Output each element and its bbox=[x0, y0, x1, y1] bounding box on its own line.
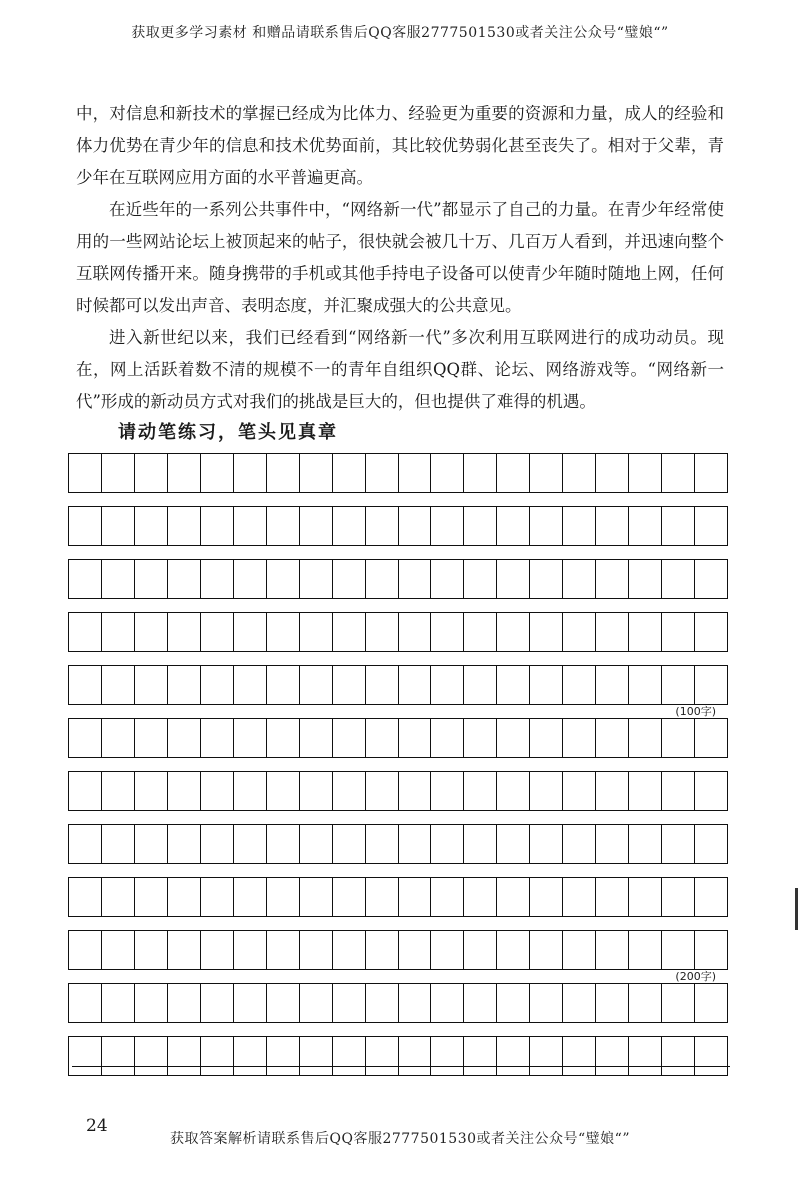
writing-cell[interactable] bbox=[201, 1037, 234, 1075]
writing-cell[interactable] bbox=[168, 507, 201, 545]
grid-row bbox=[68, 930, 728, 983]
writing-cell[interactable] bbox=[333, 825, 366, 863]
writing-cell[interactable] bbox=[497, 878, 530, 916]
writing-cell[interactable] bbox=[201, 984, 234, 1022]
writing-cell[interactable] bbox=[530, 984, 563, 1022]
writing-cell[interactable] bbox=[300, 772, 333, 810]
writing-cell[interactable] bbox=[69, 878, 102, 916]
writing-cell[interactable] bbox=[69, 825, 102, 863]
writing-cell[interactable] bbox=[399, 1037, 432, 1075]
writing-cell[interactable] bbox=[69, 613, 102, 651]
writing-cell[interactable] bbox=[431, 560, 464, 598]
writing-cell[interactable] bbox=[102, 613, 135, 651]
writing-cell[interactable] bbox=[300, 878, 333, 916]
writing-cell[interactable] bbox=[366, 666, 399, 704]
writing-cell[interactable] bbox=[464, 454, 497, 492]
grid-row bbox=[68, 983, 728, 1023]
writing-cell[interactable] bbox=[201, 825, 234, 863]
writing-cell[interactable] bbox=[530, 454, 563, 492]
writing-cell[interactable] bbox=[596, 560, 629, 598]
writing-cell[interactable] bbox=[234, 560, 267, 598]
writing-cell[interactable] bbox=[69, 772, 102, 810]
writing-cell[interactable] bbox=[695, 560, 728, 598]
writing-cell[interactable] bbox=[300, 931, 333, 969]
writing-cell[interactable] bbox=[168, 613, 201, 651]
writing-cell[interactable] bbox=[431, 613, 464, 651]
writing-cell[interactable] bbox=[135, 878, 168, 916]
writing-cell[interactable] bbox=[267, 825, 300, 863]
writing-cell[interactable] bbox=[102, 825, 135, 863]
writing-cell[interactable] bbox=[563, 984, 596, 1022]
paragraph: 在近些年的一系列公共事件中，“网络新一代”都显示了自己的力量。在青少年经常使用的一些网站论坛上被顶起来的帖子，很快就会被几十万、几百万人看到，并迅速向整个互联网传播开来。随身携带的手机或其他手持电子设备可以使青少年随时随地上网，任何时候都可以发出声音、表明态度，并汇聚成强大的公共意见。 bbox=[76, 200, 724, 315]
writing-cell[interactable] bbox=[530, 931, 563, 969]
grid-row bbox=[68, 559, 728, 599]
writing-cell[interactable] bbox=[333, 878, 366, 916]
writing-cell[interactable] bbox=[300, 613, 333, 651]
writing-cell[interactable] bbox=[596, 507, 629, 545]
writing-cell[interactable] bbox=[267, 1037, 300, 1075]
writing-cell[interactable] bbox=[102, 454, 135, 492]
writing-cell[interactable] bbox=[464, 931, 497, 969]
bottom-rule bbox=[72, 1066, 730, 1067]
writing-cell[interactable] bbox=[168, 1037, 201, 1075]
writing-cell[interactable] bbox=[333, 507, 366, 545]
writing-cell[interactable] bbox=[168, 878, 201, 916]
grid-row bbox=[68, 1036, 728, 1076]
writing-cell[interactable] bbox=[366, 507, 399, 545]
writing-cell[interactable] bbox=[366, 772, 399, 810]
writing-cell[interactable] bbox=[464, 1037, 497, 1075]
writing-cell[interactable] bbox=[135, 931, 168, 969]
writing-cell[interactable] bbox=[629, 878, 662, 916]
writing-cell[interactable] bbox=[234, 1037, 267, 1075]
writing-cell[interactable] bbox=[168, 454, 201, 492]
writing-cell[interactable] bbox=[662, 878, 695, 916]
writing-cell[interactable] bbox=[102, 772, 135, 810]
writing-cell[interactable] bbox=[431, 1037, 464, 1075]
writing-cell[interactable] bbox=[464, 560, 497, 598]
writing-cell[interactable] bbox=[366, 613, 399, 651]
writing-cell[interactable] bbox=[497, 931, 530, 969]
writing-cell[interactable] bbox=[234, 984, 267, 1022]
writing-cell[interactable] bbox=[530, 507, 563, 545]
writing-cell[interactable] bbox=[300, 507, 333, 545]
writing-cell[interactable] bbox=[629, 931, 662, 969]
writing-cell[interactable] bbox=[399, 719, 432, 757]
writing-cell[interactable] bbox=[530, 666, 563, 704]
writing-cell[interactable] bbox=[168, 560, 201, 598]
writing-cell[interactable] bbox=[530, 1037, 563, 1075]
paragraph: 进入新世纪以来，我们已经看到“网络新一代”多次利用互联网进行的成功动员。现在，网上活跃着数不清的规模不一的青年自组织QQ群、论坛、网络游戏等。“网络新一代”形成的新动员方式对我们的挑战是巨大的，但也提供了难得的机遇。 bbox=[76, 328, 724, 411]
writing-cell[interactable] bbox=[267, 507, 300, 545]
writing-cell[interactable] bbox=[662, 560, 695, 598]
writing-cell[interactable] bbox=[629, 825, 662, 863]
writing-cell[interactable] bbox=[168, 719, 201, 757]
writing-cell[interactable] bbox=[662, 984, 695, 1022]
writing-cell[interactable] bbox=[399, 772, 432, 810]
writing-cell[interactable] bbox=[267, 878, 300, 916]
page-number: 24 bbox=[86, 1116, 108, 1136]
writing-cell[interactable] bbox=[596, 772, 629, 810]
writing-cell[interactable] bbox=[497, 1037, 530, 1075]
writing-cell[interactable] bbox=[333, 1037, 366, 1075]
writing-cell[interactable] bbox=[168, 825, 201, 863]
grid-row bbox=[68, 824, 728, 864]
writing-cell[interactable] bbox=[497, 825, 530, 863]
writing-cell[interactable] bbox=[300, 719, 333, 757]
writing-cell[interactable] bbox=[300, 560, 333, 598]
writing-cell[interactable] bbox=[135, 772, 168, 810]
writing-cell[interactable] bbox=[497, 719, 530, 757]
writing-cell[interactable] bbox=[399, 454, 432, 492]
writing-cell[interactable] bbox=[234, 878, 267, 916]
writing-cell[interactable] bbox=[135, 666, 168, 704]
writing-cell[interactable] bbox=[596, 984, 629, 1022]
writing-cell[interactable] bbox=[530, 772, 563, 810]
writing-cell[interactable] bbox=[431, 984, 464, 1022]
writing-cell[interactable] bbox=[333, 931, 366, 969]
writing-cell[interactable] bbox=[168, 931, 201, 969]
writing-cell[interactable] bbox=[399, 560, 432, 598]
writing-cell[interactable] bbox=[234, 666, 267, 704]
writing-cell[interactable] bbox=[629, 507, 662, 545]
writing-cell[interactable] bbox=[563, 719, 596, 757]
writing-cell[interactable] bbox=[135, 984, 168, 1022]
word-count-mark: (100字) bbox=[675, 705, 716, 718]
writing-cell[interactable] bbox=[530, 825, 563, 863]
writing-cell[interactable] bbox=[695, 825, 728, 863]
writing-cell[interactable] bbox=[300, 666, 333, 704]
word-count-mark: (200字) bbox=[675, 970, 716, 983]
writing-cell[interactable] bbox=[695, 1037, 728, 1075]
writing-cell[interactable] bbox=[102, 507, 135, 545]
grid-row bbox=[68, 771, 728, 811]
writing-cell[interactable] bbox=[662, 1037, 695, 1075]
writing-cell[interactable] bbox=[267, 454, 300, 492]
writing-cell[interactable] bbox=[662, 507, 695, 545]
writing-cell[interactable] bbox=[530, 613, 563, 651]
paragraph: 中，对信息和新技术的掌握已经成为比体力、经验更为重要的资源和力量，成人的经验和体力优势在青少年的信息和技术优势面前，其比较优势弱化甚至丧失了。相对于父辈，青少年在互联网应用方面的水平普遍更高。 bbox=[76, 104, 724, 187]
writing-cell[interactable] bbox=[234, 719, 267, 757]
writing-cell[interactable] bbox=[563, 1037, 596, 1075]
writing-cell[interactable] bbox=[530, 719, 563, 757]
writing-cell[interactable] bbox=[300, 825, 333, 863]
writing-cell[interactable] bbox=[69, 507, 102, 545]
writing-cell[interactable] bbox=[563, 772, 596, 810]
writing-cell[interactable] bbox=[234, 825, 267, 863]
writing-cell[interactable] bbox=[563, 454, 596, 492]
writing-cell[interactable] bbox=[629, 560, 662, 598]
writing-cell[interactable] bbox=[69, 984, 102, 1022]
writing-cell[interactable] bbox=[102, 560, 135, 598]
grid-row bbox=[68, 877, 728, 917]
writing-cell[interactable] bbox=[497, 454, 530, 492]
writing-cell[interactable] bbox=[431, 772, 464, 810]
writing-cell[interactable] bbox=[201, 666, 234, 704]
writing-cell[interactable] bbox=[333, 984, 366, 1022]
writing-cell[interactable] bbox=[102, 931, 135, 969]
writing-cell[interactable] bbox=[563, 825, 596, 863]
writing-cell[interactable] bbox=[135, 613, 168, 651]
writing-cell[interactable] bbox=[267, 772, 300, 810]
practice-title: 请动笔练习，笔头见真章 bbox=[118, 422, 338, 443]
writing-cell[interactable] bbox=[464, 825, 497, 863]
writing-cell[interactable] bbox=[102, 719, 135, 757]
writing-cell[interactable] bbox=[300, 454, 333, 492]
writing-cell[interactable] bbox=[267, 931, 300, 969]
writing-cell[interactable] bbox=[333, 613, 366, 651]
writing-cell[interactable] bbox=[69, 719, 102, 757]
writing-cell[interactable] bbox=[629, 1037, 662, 1075]
writing-cell[interactable] bbox=[267, 613, 300, 651]
writing-cell[interactable] bbox=[69, 1037, 102, 1075]
writing-cell[interactable] bbox=[333, 454, 366, 492]
header-watermark-note: 获取更多学习素材 和赠品请联系售后QQ客服2777501530或者关注公众号“璧娘“” bbox=[131, 25, 669, 41]
writing-cell[interactable] bbox=[201, 931, 234, 969]
writing-cell[interactable] bbox=[168, 984, 201, 1022]
writing-cell[interactable] bbox=[399, 878, 432, 916]
grid-row bbox=[68, 506, 728, 546]
writing-cell[interactable] bbox=[662, 613, 695, 651]
writing-cell[interactable] bbox=[201, 772, 234, 810]
writing-cell[interactable] bbox=[431, 507, 464, 545]
writing-cell[interactable] bbox=[563, 507, 596, 545]
writing-cell[interactable] bbox=[234, 507, 267, 545]
writing-cell[interactable] bbox=[563, 666, 596, 704]
writing-cell[interactable] bbox=[464, 666, 497, 704]
writing-cell[interactable] bbox=[333, 560, 366, 598]
writing-cell[interactable] bbox=[201, 507, 234, 545]
writing-cell[interactable] bbox=[69, 666, 102, 704]
writing-cell[interactable] bbox=[497, 666, 530, 704]
writing-cell[interactable] bbox=[366, 825, 399, 863]
writing-cell[interactable] bbox=[399, 507, 432, 545]
writing-cell[interactable] bbox=[267, 984, 300, 1022]
writing-cell[interactable] bbox=[201, 454, 234, 492]
writing-cell[interactable] bbox=[366, 719, 399, 757]
writing-cell[interactable] bbox=[135, 560, 168, 598]
writing-cell[interactable] bbox=[168, 772, 201, 810]
writing-cell[interactable] bbox=[102, 666, 135, 704]
writing-cell[interactable] bbox=[399, 666, 432, 704]
writing-cell[interactable] bbox=[464, 984, 497, 1022]
writing-cell[interactable] bbox=[497, 984, 530, 1022]
writing-cell[interactable] bbox=[234, 772, 267, 810]
writing-cell[interactable] bbox=[234, 613, 267, 651]
grid-row bbox=[68, 612, 728, 652]
writing-cell[interactable] bbox=[695, 666, 728, 704]
writing-cell[interactable] bbox=[267, 666, 300, 704]
writing-cell[interactable] bbox=[464, 878, 497, 916]
writing-cell[interactable] bbox=[234, 931, 267, 969]
writing-cell[interactable] bbox=[695, 931, 728, 969]
writing-cell[interactable] bbox=[695, 613, 728, 651]
writing-cell[interactable] bbox=[530, 560, 563, 598]
writing-cell[interactable] bbox=[464, 719, 497, 757]
writing-cell[interactable] bbox=[431, 454, 464, 492]
writing-cell[interactable] bbox=[431, 666, 464, 704]
writing-cell[interactable] bbox=[662, 772, 695, 810]
writing-cell[interactable] bbox=[431, 825, 464, 863]
writing-cell[interactable] bbox=[464, 772, 497, 810]
writing-cell[interactable] bbox=[366, 931, 399, 969]
writing-cell[interactable] bbox=[563, 560, 596, 598]
writing-cell[interactable] bbox=[464, 507, 497, 545]
writing-cell[interactable] bbox=[135, 1037, 168, 1075]
writing-cell[interactable] bbox=[530, 878, 563, 916]
writing-cell[interactable] bbox=[629, 454, 662, 492]
writing-cell[interactable] bbox=[497, 507, 530, 545]
writing-cell[interactable] bbox=[497, 613, 530, 651]
writing-cell[interactable] bbox=[333, 719, 366, 757]
writing-cell[interactable] bbox=[366, 984, 399, 1022]
writing-cell[interactable] bbox=[399, 825, 432, 863]
writing-cell[interactable] bbox=[662, 825, 695, 863]
writing-cell[interactable] bbox=[695, 772, 728, 810]
writing-cell[interactable] bbox=[366, 1037, 399, 1075]
writing-cell[interactable] bbox=[366, 454, 399, 492]
writing-cell[interactable] bbox=[563, 878, 596, 916]
writing-cell[interactable] bbox=[399, 931, 432, 969]
writing-cell[interactable] bbox=[695, 454, 728, 492]
writing-cell[interactable] bbox=[399, 984, 432, 1022]
writing-cell[interactable] bbox=[596, 454, 629, 492]
writing-cell[interactable] bbox=[366, 878, 399, 916]
writing-cell[interactable] bbox=[497, 772, 530, 810]
writing-cell[interactable] bbox=[267, 719, 300, 757]
writing-cell[interactable] bbox=[695, 984, 728, 1022]
writing-cell[interactable] bbox=[135, 507, 168, 545]
writing-cell[interactable] bbox=[431, 719, 464, 757]
writing-cell[interactable] bbox=[464, 613, 497, 651]
writing-cell[interactable] bbox=[366, 560, 399, 598]
writing-cell[interactable] bbox=[102, 1037, 135, 1075]
writing-grid bbox=[68, 453, 728, 1089]
writing-cell[interactable] bbox=[596, 1037, 629, 1075]
writing-cell[interactable] bbox=[201, 878, 234, 916]
writing-cell[interactable] bbox=[168, 666, 201, 704]
article-body bbox=[76, 98, 724, 418]
writing-cell[interactable] bbox=[596, 825, 629, 863]
writing-cell[interactable] bbox=[69, 560, 102, 598]
writing-cell[interactable] bbox=[662, 931, 695, 969]
writing-cell[interactable] bbox=[629, 772, 662, 810]
writing-cell[interactable] bbox=[431, 878, 464, 916]
writing-cell[interactable] bbox=[431, 931, 464, 969]
writing-cell[interactable] bbox=[629, 613, 662, 651]
writing-cell[interactable] bbox=[497, 560, 530, 598]
writing-cell[interactable] bbox=[695, 719, 728, 757]
writing-cell[interactable] bbox=[563, 613, 596, 651]
writing-cell[interactable] bbox=[662, 666, 695, 704]
writing-cell[interactable] bbox=[662, 454, 695, 492]
writing-cell[interactable] bbox=[135, 719, 168, 757]
writing-cell[interactable] bbox=[629, 666, 662, 704]
writing-cell[interactable] bbox=[300, 1037, 333, 1075]
writing-cell[interactable] bbox=[333, 772, 366, 810]
writing-cell[interactable] bbox=[201, 613, 234, 651]
writing-cell[interactable] bbox=[629, 984, 662, 1022]
writing-cell[interactable] bbox=[333, 666, 366, 704]
grid-row bbox=[68, 718, 728, 758]
writing-cell[interactable] bbox=[629, 719, 662, 757]
grid-row bbox=[68, 453, 728, 493]
writing-cell[interactable] bbox=[695, 878, 728, 916]
writing-cell[interactable] bbox=[102, 878, 135, 916]
writing-cell[interactable] bbox=[201, 719, 234, 757]
writing-cell[interactable] bbox=[135, 825, 168, 863]
writing-cell[interactable] bbox=[399, 613, 432, 651]
writing-cell[interactable] bbox=[201, 560, 234, 598]
writing-cell[interactable] bbox=[596, 666, 629, 704]
writing-cell[interactable] bbox=[267, 560, 300, 598]
writing-cell[interactable] bbox=[596, 719, 629, 757]
writing-cell[interactable] bbox=[69, 454, 102, 492]
writing-cell[interactable] bbox=[596, 613, 629, 651]
writing-cell[interactable] bbox=[102, 984, 135, 1022]
grid-row bbox=[68, 665, 728, 718]
footer-watermark-note: 获取答案解析请联系售后QQ客服2777501530或者关注公众号“璧娘“” bbox=[170, 1131, 630, 1147]
writing-cell[interactable] bbox=[69, 931, 102, 969]
writing-cell[interactable] bbox=[234, 454, 267, 492]
writing-cell[interactable] bbox=[300, 984, 333, 1022]
writing-cell[interactable] bbox=[135, 454, 168, 492]
writing-cell[interactable] bbox=[695, 507, 728, 545]
writing-cell[interactable] bbox=[662, 719, 695, 757]
writing-cell[interactable] bbox=[596, 878, 629, 916]
writing-cell[interactable] bbox=[596, 931, 629, 969]
writing-cell[interactable] bbox=[563, 931, 596, 969]
scan-edge-mark bbox=[795, 888, 798, 930]
